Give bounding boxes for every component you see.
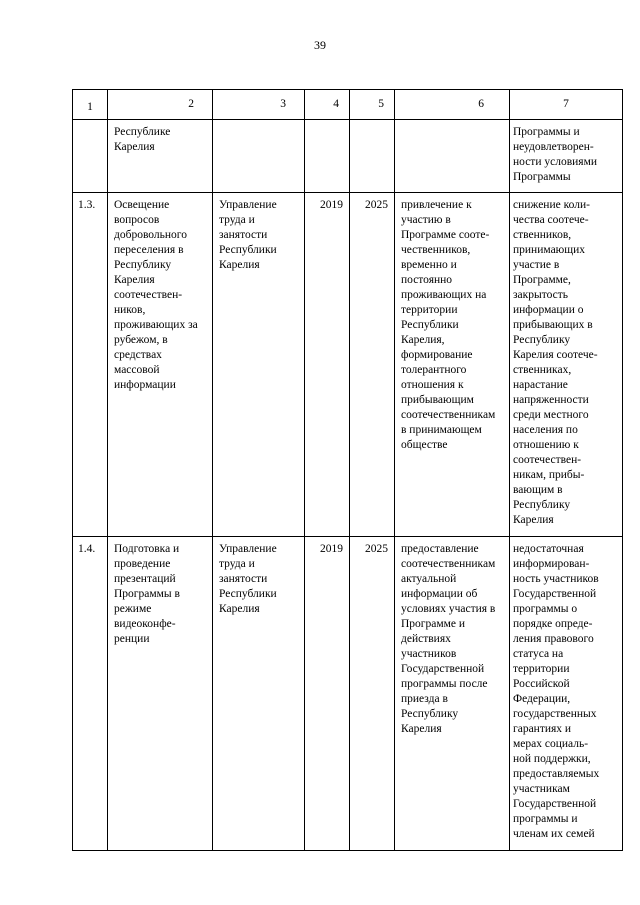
cell-text-line: занятости <box>219 573 268 585</box>
column-header-2: 2 <box>108 90 213 120</box>
cell-text-line: никам, прибы- <box>513 469 585 481</box>
row-number-cell: 1.4. <box>73 537 108 851</box>
table-row <box>73 120 623 193</box>
cell-text-line: привлечение к <box>401 199 472 211</box>
cell-text-line: Карелия соотече- <box>513 349 598 361</box>
cell-text-line: Республику <box>513 499 571 511</box>
cell-text-line: презентаций <box>114 573 176 585</box>
end-year-cell: 2025 <box>350 193 395 537</box>
cell-text-line: добровольного <box>114 229 187 241</box>
measure-name-cell <box>108 193 213 537</box>
cell-text-line: режиме <box>114 603 152 615</box>
cell-text-line: Программе, <box>513 274 571 286</box>
cell-text-line: закрытость <box>513 289 568 301</box>
expected-result-cell <box>395 537 510 851</box>
cell-text-line: переселения в <box>114 244 184 256</box>
cell-text-line: информирован- <box>513 558 590 570</box>
cell-text-line: информации о <box>513 304 584 316</box>
cell-text-line: прибывающим <box>401 394 474 406</box>
cell-text-line: участников <box>401 648 457 660</box>
cell-text-line: информации <box>114 379 176 391</box>
cell-text-line: актуальной <box>401 573 457 585</box>
cell-text-line: программы после <box>401 678 488 690</box>
cell-text-line: видеоконфе- <box>114 618 176 630</box>
table-row <box>73 537 623 851</box>
cell-text-line: порядке опреде- <box>513 618 593 630</box>
cell-text-line: Государственной <box>513 588 597 600</box>
column-header-3: 3 <box>213 90 305 120</box>
cell-text-line: предоставляемых <box>513 768 600 780</box>
cell-text-line: в принимающем <box>401 424 482 436</box>
cell-text-line: неудовлетворен- <box>513 141 594 153</box>
cell-text-line: участие в <box>513 259 560 271</box>
cell-text-line: ления правового <box>513 633 594 645</box>
executor-cell <box>213 193 305 537</box>
cell-text-line: недостаточная <box>513 543 584 555</box>
cell-text-line: Программы <box>513 171 571 183</box>
start-year-cell: 2019 <box>305 193 350 537</box>
cell-text-line: приезда в <box>401 693 448 705</box>
cell-text-line: информации об <box>401 588 478 600</box>
cell-text-line: массовой <box>114 364 160 376</box>
cell-text-line: чества соотече- <box>513 214 589 226</box>
cell-text-line: соотечествен- <box>114 289 183 301</box>
column-header-4: 4 <box>305 90 350 120</box>
cell-text-line: Карелия <box>513 514 554 526</box>
row-number-cell <box>73 120 108 193</box>
cell-text-line: проживающих за <box>114 319 198 331</box>
cell-text-line: ности условиями <box>513 156 597 168</box>
cell-text-line: территории <box>401 304 458 316</box>
cell-text-line: участникам <box>513 783 570 795</box>
cell-text-line: занятости <box>219 229 268 241</box>
cell-text-line: труда и <box>219 558 255 570</box>
cell-text-line: ренции <box>114 633 150 645</box>
cell-text-line: Управление <box>219 199 277 211</box>
cell-text-line: соотечественникам <box>401 409 496 421</box>
cell-text-line: Республики <box>219 244 277 256</box>
cell-text-line: чественников, <box>401 244 471 256</box>
cell-text-line: предоставление <box>401 543 479 555</box>
cell-text-line: ственниках, <box>513 364 572 376</box>
cell-text-line: территории <box>513 663 570 675</box>
consequence-cell <box>510 193 623 537</box>
column-header-1: 1 <box>73 90 108 120</box>
column-header-5: 5 <box>350 90 395 120</box>
cell-text-line: Республике <box>114 126 171 138</box>
cell-text-line: формирование <box>401 349 473 361</box>
page-number: 39 <box>314 38 326 52</box>
end-year-cell: 2025 <box>350 537 395 851</box>
measure-name-cell <box>108 537 213 851</box>
cell-text-line: рубежом, в <box>114 334 168 346</box>
cell-text-line: соотечествен- <box>513 454 582 466</box>
cell-text-line: Карелия <box>219 603 260 615</box>
expected-result-cell <box>395 193 510 537</box>
start-year-cell <box>305 120 350 193</box>
cell-text-line: Карелия, <box>401 334 445 346</box>
cell-text-line: ность участников <box>513 573 599 585</box>
cell-text-line: толерантного <box>401 364 467 376</box>
cell-text-line: Карелия <box>219 259 260 271</box>
cell-text-line: мерах социаль- <box>513 738 589 750</box>
cell-text-line: отношения к <box>401 379 464 391</box>
cell-text-line: обществе <box>401 439 448 451</box>
cell-text-line: статуса на <box>513 648 564 660</box>
cell-text-line: Республику <box>401 708 459 720</box>
start-year-cell: 2019 <box>305 537 350 851</box>
cell-text-line: Программы и <box>513 126 580 138</box>
expected-result-cell <box>395 120 510 193</box>
cell-text-line: проживающих на <box>401 289 487 301</box>
cell-text-line: соотечественникам <box>401 558 496 570</box>
row-number-cell: 1.3. <box>73 193 108 537</box>
cell-text-line: Программе и <box>401 618 466 630</box>
cell-text-line: Республику <box>114 259 172 271</box>
cell-text-line: населения по <box>513 424 578 436</box>
measures-table <box>72 89 623 851</box>
cell-text-line: вопросов <box>114 214 160 226</box>
cell-text-line: вающим в <box>513 484 563 496</box>
cell-text-line: напряженности <box>513 394 589 406</box>
cell-text-line: условиях участия в <box>401 603 496 615</box>
column-header-7: 7 <box>510 90 623 120</box>
cell-text-line: снижение коли- <box>513 199 590 211</box>
cell-text-line: принимающих <box>513 244 586 256</box>
cell-text-line: Государственной <box>401 663 485 675</box>
executor-cell <box>213 537 305 851</box>
cell-text-line: постоянно <box>401 274 453 286</box>
cell-text-line: нарастание <box>513 379 568 391</box>
consequence-cell <box>510 120 623 193</box>
cell-text-line: Карелия <box>114 141 155 153</box>
cell-text-line: Республики <box>401 319 459 331</box>
measure-name-cell <box>108 120 213 193</box>
table-row <box>73 193 623 537</box>
cell-text-line: средствах <box>114 349 162 361</box>
cell-text-line: Российской <box>513 678 570 690</box>
cell-text-line: временно и <box>401 259 457 271</box>
cell-text-line: программы и <box>513 813 578 825</box>
cell-text-line: среди местного <box>513 409 589 421</box>
cell-text-line: Государственной <box>513 798 597 810</box>
cell-text-line: Республику <box>513 334 571 346</box>
cell-text-line: участию в <box>401 214 451 226</box>
cell-text-line: труда и <box>219 214 255 226</box>
cell-text-line: гарантиях и <box>513 723 572 735</box>
consequence-cell <box>510 537 623 851</box>
end-year-cell <box>350 120 395 193</box>
cell-text-line: проведение <box>114 558 171 570</box>
cell-text-line: Республики <box>219 588 277 600</box>
cell-text-line: ников, <box>114 304 146 316</box>
cell-text-line: прибывающих в <box>513 319 593 331</box>
executor-cell <box>213 120 305 193</box>
cell-text-line: ной поддержки, <box>513 753 591 765</box>
cell-text-line: ственников, <box>513 229 572 241</box>
table-header-row <box>73 90 623 120</box>
cell-text-line: Подготовка и <box>114 543 180 555</box>
cell-text-line: Федерации, <box>513 693 571 705</box>
cell-text-line: программы о <box>513 603 578 615</box>
cell-text-line: Программы в <box>114 588 180 600</box>
cell-text-line: государственных <box>513 708 597 720</box>
cell-text-line: действиях <box>401 633 451 645</box>
cell-text-line: Управление <box>219 543 277 555</box>
cell-text-line: Карелия <box>401 723 442 735</box>
cell-text-line: отношению к <box>513 439 579 451</box>
cell-text-line: Программе сооте- <box>401 229 490 241</box>
cell-text-line: Карелия <box>114 274 155 286</box>
cell-text-line: Освещение <box>114 199 170 211</box>
column-header-6: 6 <box>395 90 510 120</box>
cell-text-line: членам их семей <box>513 828 595 840</box>
